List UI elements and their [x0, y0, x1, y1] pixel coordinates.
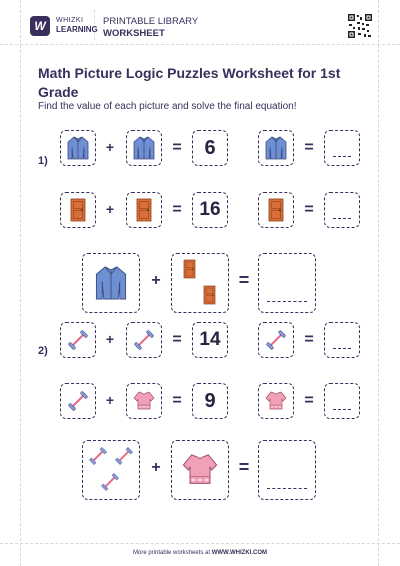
picture-box — [82, 440, 140, 500]
sweater-icon — [264, 389, 288, 413]
answer-box[interactable] — [324, 383, 360, 419]
answer-blank — [333, 156, 351, 157]
answer-blank — [333, 409, 351, 410]
equals-sign: = — [238, 457, 250, 477]
answer-blank — [267, 488, 307, 489]
jacket-icon — [132, 135, 156, 161]
equals-sign: = — [304, 139, 314, 156]
equals-sign: = — [238, 270, 250, 290]
equals-sign: = — [172, 139, 182, 156]
picture-box — [126, 383, 162, 419]
result-box — [192, 383, 228, 419]
plus-sign: + — [105, 139, 115, 155]
footer-divider — [0, 543, 400, 544]
answer-blank — [267, 301, 307, 302]
problem-number-1: 1) — [38, 155, 48, 167]
picture-box — [171, 440, 229, 500]
equals-sign: = — [172, 331, 182, 348]
three-dumbbells-icon — [86, 444, 136, 496]
door-icon — [70, 198, 86, 222]
equals-sign: = — [172, 392, 182, 409]
dumbbell-icon — [264, 328, 288, 352]
picture-box — [60, 322, 96, 358]
picture-box — [60, 383, 96, 419]
jacket-icon — [264, 135, 288, 161]
sweater-icon — [180, 450, 220, 490]
picture-box — [126, 322, 162, 358]
result-value: 16 — [199, 199, 221, 220]
margin-guide-right — [378, 0, 379, 566]
instructions: Find the value of each picture and solve the final equation! — [38, 101, 297, 112]
picture-box — [258, 322, 294, 358]
picture-box — [258, 383, 294, 419]
result-box — [192, 130, 228, 166]
door-icon — [268, 198, 284, 222]
jacket-icon — [93, 264, 129, 302]
result-box — [192, 192, 228, 228]
picture-box — [82, 253, 140, 313]
answer-box[interactable] — [324, 322, 360, 358]
result-value: 9 — [204, 389, 216, 412]
sweater-icon — [132, 389, 156, 413]
answer-box[interactable] — [324, 192, 360, 228]
picture-box — [171, 253, 229, 313]
two-doors-icon — [175, 257, 225, 309]
answer-blank — [333, 348, 351, 349]
plus-sign: + — [105, 392, 115, 408]
dumbbell-icon — [66, 328, 90, 352]
library-label: PRINTABLE LIBRARY WORKSHEET — [103, 16, 199, 39]
picture-box — [60, 192, 96, 228]
brand-logo: W — [30, 16, 50, 36]
result-value: 6 — [204, 136, 216, 159]
door-icon — [136, 198, 152, 222]
picture-box — [126, 130, 162, 166]
dumbbell-icon — [132, 328, 156, 352]
result-box — [192, 322, 228, 358]
qr-code-icon — [347, 13, 373, 39]
footer-link[interactable]: WWW.WHIZKI.COM — [211, 550, 268, 556]
jacket-icon — [66, 135, 90, 161]
picture-box — [258, 192, 294, 228]
problem-number-2: 2) — [38, 345, 48, 357]
footer-text: More printable worksheets at WWW.WHIZKI.COM — [132, 550, 268, 556]
picture-box — [258, 130, 294, 166]
plus-sign: + — [105, 201, 115, 217]
dumbbell-icon — [66, 389, 90, 413]
plus-sign: + — [151, 459, 161, 476]
answer-blank — [333, 218, 351, 219]
page-title: Math Picture Logic Puzzles Worksheet for 1st Grade — [38, 65, 341, 100]
header-divider — [0, 44, 400, 45]
equals-sign: = — [304, 201, 314, 218]
plus-sign: + — [105, 331, 115, 347]
answer-box[interactable] — [258, 253, 316, 313]
equals-sign: = — [304, 392, 314, 409]
brand-name: WHIZKI LEARNING — [56, 17, 98, 34]
picture-box — [60, 130, 96, 166]
answer-box[interactable] — [324, 130, 360, 166]
plus-sign: + — [151, 272, 161, 289]
result-value: 14 — [199, 329, 221, 350]
margin-guide-left — [20, 0, 21, 566]
equals-sign: = — [172, 201, 182, 218]
picture-box — [126, 192, 162, 228]
equals-sign: = — [304, 331, 314, 348]
answer-box[interactable] — [258, 440, 316, 500]
